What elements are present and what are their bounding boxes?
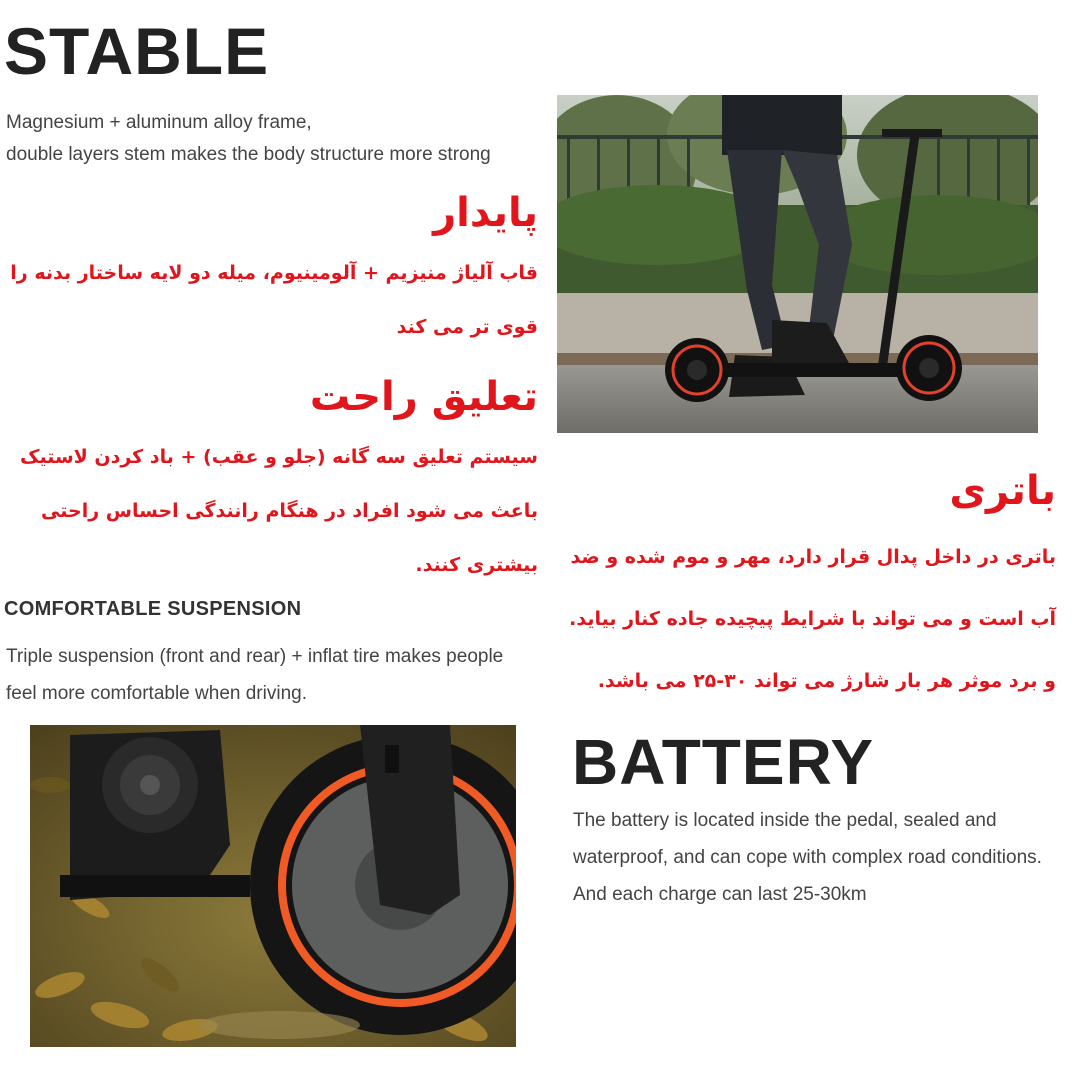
scooter-wheel-closeup-photo — [30, 725, 516, 1047]
stable-fa-title: پایدار — [433, 190, 538, 236]
suspension-description-line: feel more comfortable when driving. — [6, 683, 307, 704]
battery-description-line: waterproof, and can cope with complex road conditions. — [573, 847, 1042, 868]
suspension-heading: COMFORTABLE SUSPENSION — [4, 598, 302, 620]
suspension-fa-title: تعلیق راحت — [309, 374, 538, 420]
battery-fa-body: باتری در داخل پدال قرار دارد، مهر و موم شده و ضد آب است و می تواند با شرایط پیچیده جاده کنار بیاید. و برد موثر هر بار شارژ می تواند ۳۰-۲۵ می باشد. — [569, 546, 1056, 692]
stable-fa-body: قاب آلیاژ منیزیم + آلومینیوم، میله دو لایه ساختار بدنه را قوی تر می کند — [10, 262, 538, 338]
suspension-fa-body: سیستم تعلیق سه گانه (جلو و عقب) + باد کردن لاستیک باعث می شود افراد در هنگام رانندگی احساس راحتی بیشتری کنند. — [19, 446, 538, 576]
stable-heading: STABLE — [4, 14, 270, 88]
battery-description-line: The battery is located inside the pedal, sealed and — [573, 810, 997, 831]
battery-description-line: And each charge can last 25-30km — [573, 884, 867, 905]
battery-fa-title: باتری — [949, 468, 1056, 514]
battery-heading: BATTERY — [572, 726, 875, 798]
suspension-description-line: Triple suspension (front and rear) + inflat tire makes people — [6, 646, 504, 667]
stable-description-line: Magnesium + aluminum alloy frame, — [6, 112, 312, 133]
suspension-description — [6, 638, 546, 712]
stable-description-line: double layers stem makes the body structure more strong — [6, 144, 491, 165]
battery-description — [573, 802, 1068, 913]
rider-on-scooter-photo — [557, 95, 1038, 433]
stable-description — [6, 107, 546, 171]
